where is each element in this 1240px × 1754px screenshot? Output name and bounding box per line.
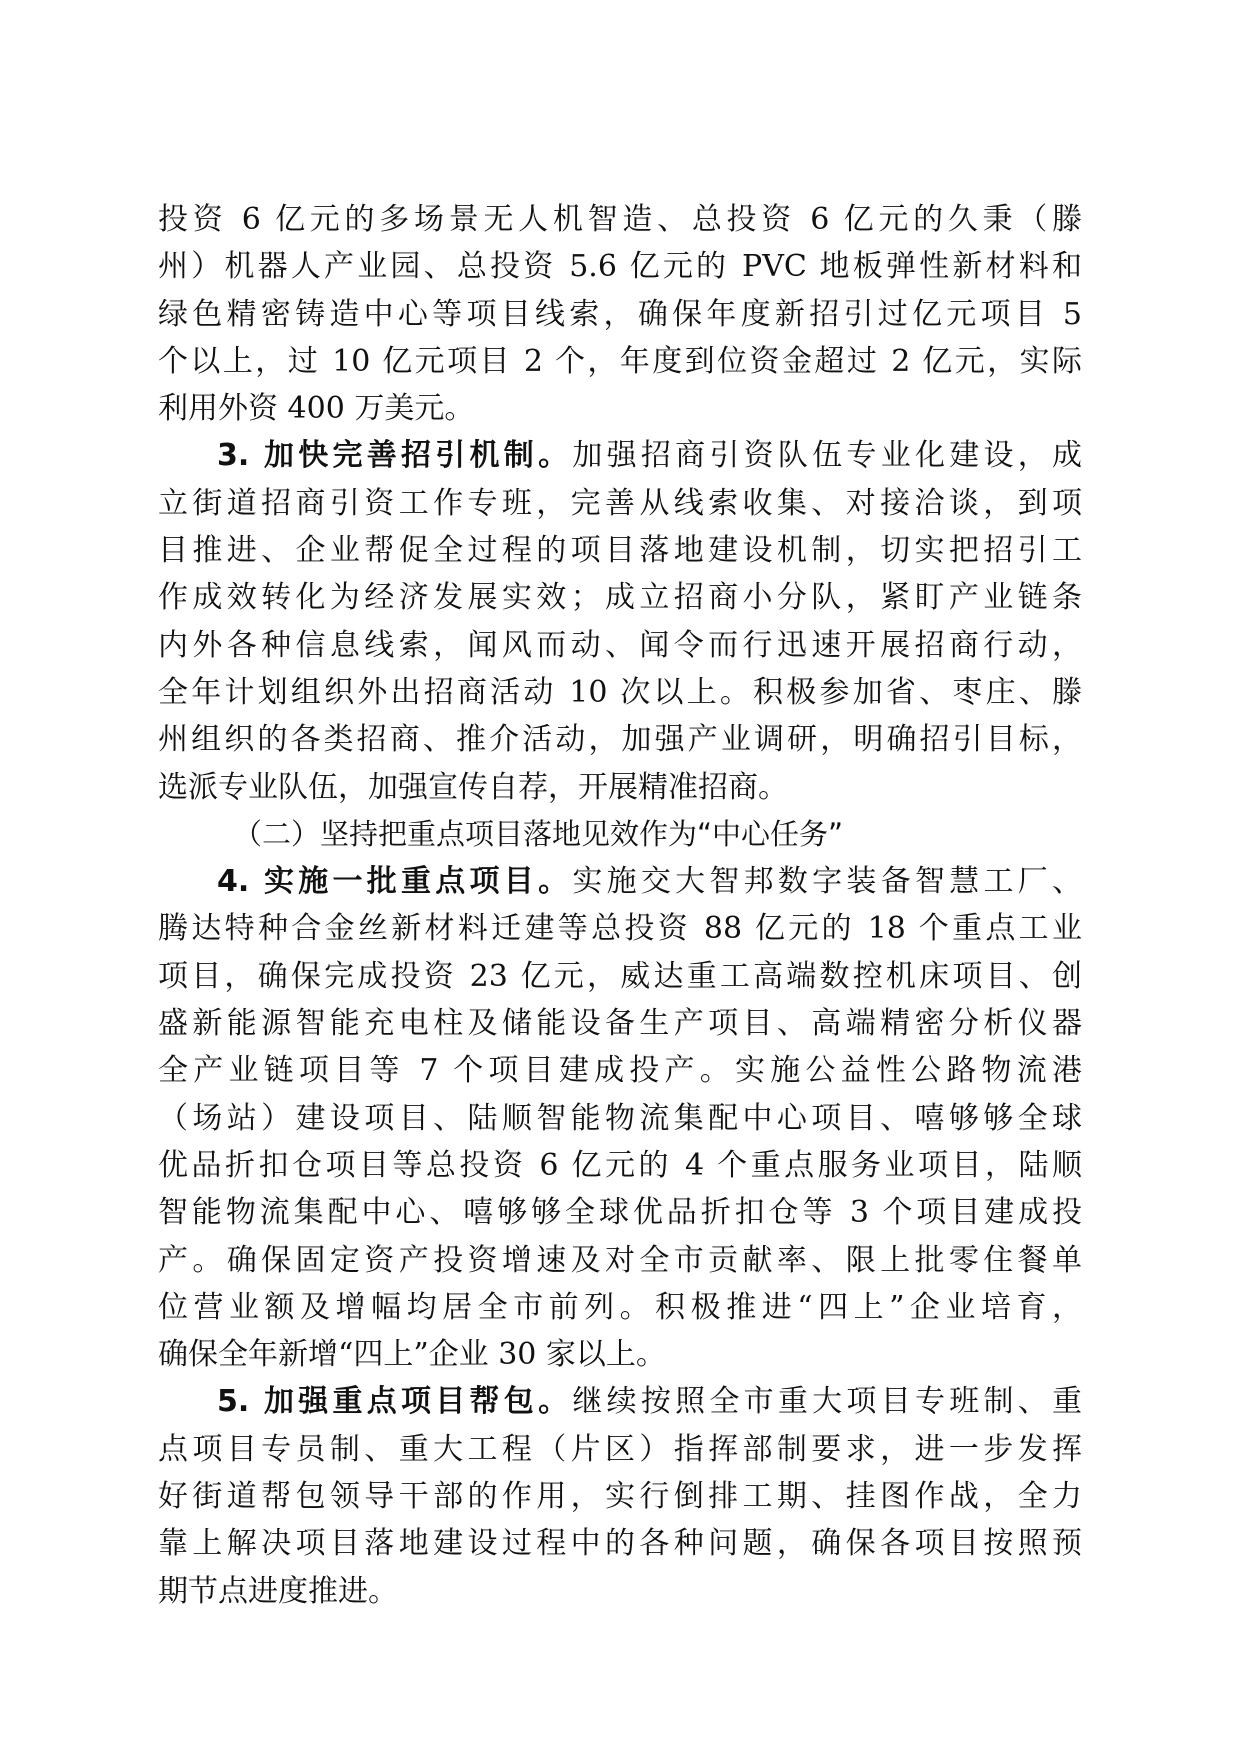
text-line: 盛新能源智能充电柱及储能设备生产项目、高端精密分析仪器 <box>158 1006 1082 1042</box>
text-line: 立街道招商引资工作专班，完善从线索收集、对接洽谈，到项 <box>158 485 1082 521</box>
text-line: 腾达特种合金丝新材料迁建等总投资 88 亿元的 18 个重点工业 <box>158 911 1082 947</box>
text-line: 州组织的各类招商、推介活动，加强产业调研，明确招引目标， <box>158 722 1082 758</box>
text-line: 点项目专员制、重大工程（片区）指挥部制要求，进一步发挥 <box>158 1431 1082 1467</box>
text-line: （场站）建设项目、陆顺智能物流集配中心项目、嘻够够全球 <box>158 1100 1082 1136</box>
paragraph-3-first-line <box>158 432 1082 479</box>
text-line: 内外各种信息线索，闻风而动、闻令而行迅速开展招商行动， <box>158 627 1082 663</box>
paragraph-4-heading: 4. 实施一批重点项目。 <box>217 864 573 900</box>
text-line: 目推进、企业帮促全过程的项目落地建设机制，切实把招引工 <box>158 533 1082 569</box>
text-line: 靠上解决项目落地建设过程中的各种问题，确保各项目按照预 <box>158 1526 1082 1562</box>
text-line: 优品折扣仓项目等总投资 6 亿元的 4 个重点服务业项目，陆顺 <box>158 1147 1082 1183</box>
text-line: 作成效转化为经济发展实效；成立招商小分队，紧盯产业链条 <box>158 580 1082 616</box>
text-line: 个以上，过 10 亿元项目 2 个，年度到位资金超过 2 亿元，实际 <box>158 343 1082 379</box>
text-line: 绿色精密铸造中心等项目线索，确保年度新招引过亿元项目 5 <box>158 296 1082 332</box>
text-line: 好街道帮包领导干部的作用，实行倒排工期、挂图作战，全力 <box>158 1479 1082 1515</box>
text-line: 确保全年新增“四上”企业 30 家以上。 <box>158 1337 666 1373</box>
text-line: 全产业链项目等 7 个项目建成投产。实施公益性公路物流港 <box>158 1053 1082 1089</box>
section-heading: （二）坚持把重点项目落地见效作为“中心任务” <box>233 816 844 851</box>
text-line: 投资 6 亿元的多场景无人机智造、总投资 6 亿元的久秉（滕 <box>158 202 1082 237</box>
paragraph-3-heading: 3. 加快完善招引机制。 <box>217 438 573 474</box>
text-line: 全年计划组织外出招商活动 10 次以上。积极参加省、枣庄、滕 <box>158 674 1082 710</box>
paragraph-5-heading: 5. 加强重点项目帮包。 <box>217 1384 573 1420</box>
paragraph-5-text: 继续按照全市重大项目专班制、重 <box>572 1384 1083 1420</box>
text-line: 利用外资 400 万美元。 <box>158 391 475 427</box>
paragraph-3-text: 加强招商引资队伍专业化建设，成 <box>572 438 1083 474</box>
paragraph-5-first-line <box>158 1378 1082 1425</box>
text-line: 产。确保固定资产投资增速及对全市贡献率、限上批零住餐单 <box>158 1242 1082 1278</box>
text-line: 选派专业队伍，加强宣传自荐，开展精准招商。 <box>158 769 788 805</box>
paragraph-4-first-line <box>158 858 1082 905</box>
paragraph-4-text: 实施交大智邦数字装备智慧工厂、 <box>572 864 1083 900</box>
text-line: 项目，确保完成投资 23 亿元，威达重工高端数控机床项目、创 <box>158 958 1082 994</box>
text-line: 期节点进度推进。 <box>158 1573 398 1609</box>
document-body <box>158 196 1082 1615</box>
text-line: 州）机器人产业园、总投资 5.6 亿元的 PVC 地板弹性新材料和 <box>158 249 1082 285</box>
text-line: 智能物流集配中心、嘻够够全球优品折扣仓等 3 个项目建成投 <box>158 1195 1082 1231</box>
text-line: 位营业额及增幅均居全市前列。积极推进“四上”企业培育， <box>158 1289 1082 1325</box>
